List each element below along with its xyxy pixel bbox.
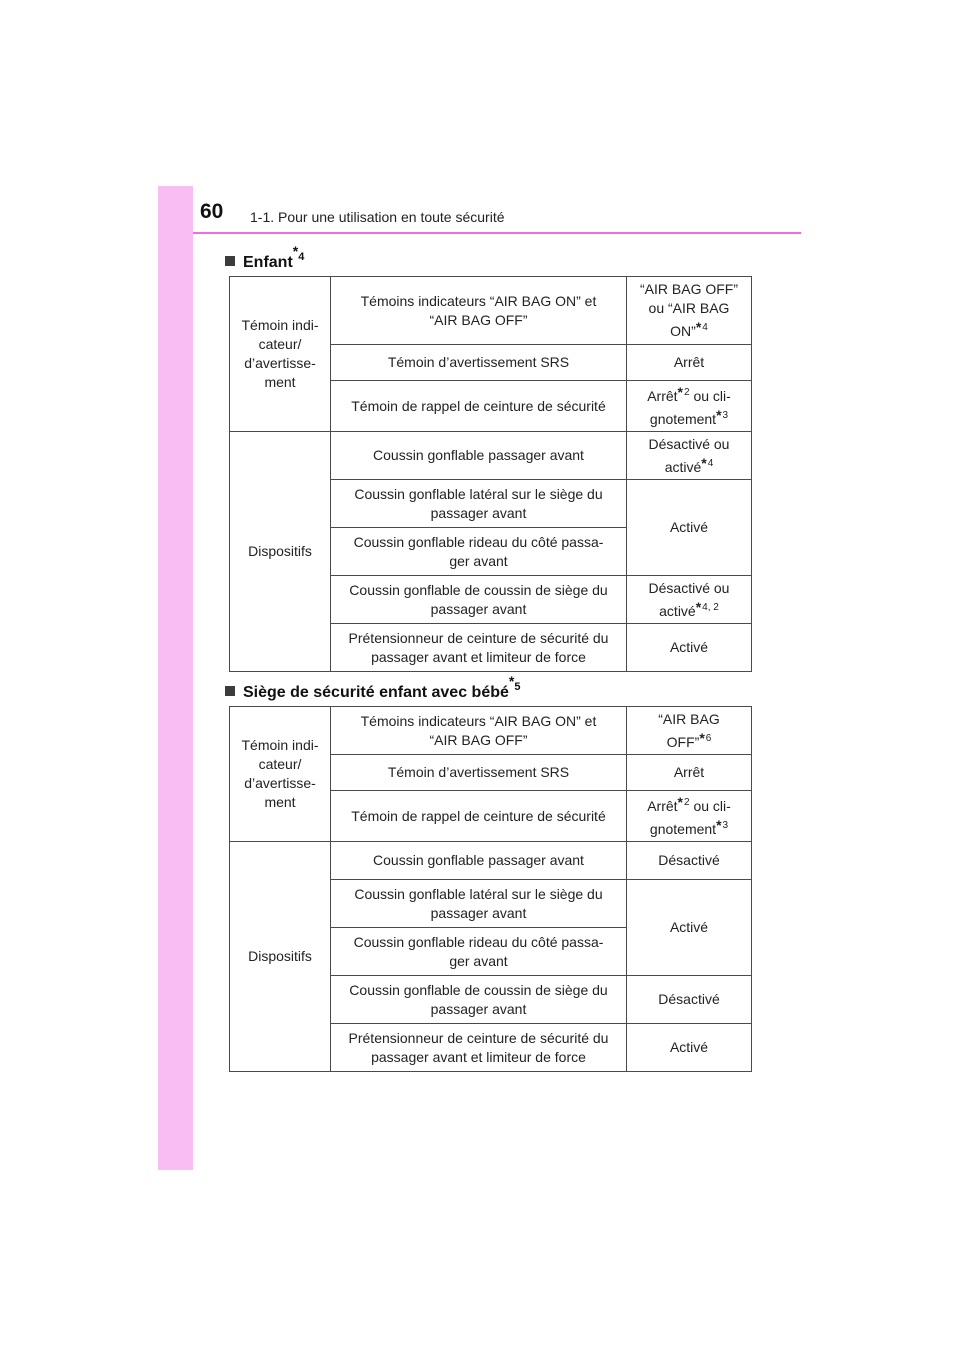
cell-text: Prétensionneur de ceinture de sécurité du passager avant et limiteur de force <box>348 629 609 665</box>
row-header-indicators <box>230 277 331 432</box>
table-cell-value <box>627 707 752 755</box>
square-bullet-icon <box>225 686 235 696</box>
table-cell-label <box>331 880 627 928</box>
table-cell-value <box>627 576 752 624</box>
table-cell-label <box>331 345 627 381</box>
cell-text: Dispositifs <box>248 948 312 964</box>
cell-text: Activé <box>669 639 709 655</box>
table-cell-label <box>331 1024 627 1072</box>
cell-text: Témoin indi- cateur/ d’avertisse- ment <box>241 737 319 810</box>
footnote-ref: 4 <box>707 457 714 469</box>
cell-text: Prétensionneur de ceinture de sécurité du passager avant et limiteur de force <box>348 1029 609 1065</box>
cell-text: Désactivé <box>658 991 720 1007</box>
table-cell-value <box>627 880 752 976</box>
table-cell-value <box>627 345 752 381</box>
table-cell-label <box>331 576 627 624</box>
cell-text: Arrêt <box>647 798 678 814</box>
table-cell-label <box>331 528 627 576</box>
table-cell-value <box>627 791 752 842</box>
table-cell-label <box>331 791 627 842</box>
cell-text: Activé <box>669 919 709 935</box>
table-cell-value <box>627 480 752 576</box>
footnote-ref: 4 <box>702 322 708 333</box>
cell-text: Arrêt <box>673 354 705 370</box>
cell-text: Activé <box>669 1039 709 1055</box>
asterisk-icon: * <box>695 598 702 615</box>
table-cell-value <box>627 1024 752 1072</box>
cell-text: “AIR BAG OFF” <box>658 710 720 750</box>
cell-text: Activé <box>669 519 709 535</box>
table-cell-value <box>627 755 752 791</box>
table-cell-label <box>331 707 627 755</box>
row-header-devices <box>230 842 331 1072</box>
cell-text: ou cli- gnotement <box>649 798 731 837</box>
section-title-text: Siège de sécurité enfant avec bébé <box>243 684 509 701</box>
cell-text: Désactivé ou activé <box>648 435 730 475</box>
table-cell-label <box>331 381 627 432</box>
cell-text: Coussin gonflable rideau du côté passa- ger avant <box>353 533 604 569</box>
header-rule <box>193 232 801 234</box>
footnote-ref: 3 <box>722 820 729 831</box>
cell-text: ou cli- gnotement <box>649 388 731 427</box>
table-cell-value <box>627 381 752 432</box>
table-cell-label <box>331 976 627 1024</box>
section-title-infant-seat <box>225 673 520 702</box>
cell-text: Désactivé ou activé <box>648 579 730 619</box>
row-header-devices <box>230 432 331 672</box>
table-cell-label <box>331 928 627 976</box>
cell-text: Coussin gonflable de coussin de siège du passager avant <box>349 581 608 617</box>
table-cell-value <box>627 842 752 880</box>
table-cell-value <box>627 432 752 480</box>
section-title-text: Enfant <box>243 254 293 271</box>
asterisk-icon: * <box>699 729 705 746</box>
cell-text: Témoin d’avertissement SRS <box>387 764 570 780</box>
cell-text: Témoins indicateurs “AIR BAG ON” et “AIR BAG OFF” <box>360 292 597 328</box>
asterisk-icon: * <box>677 384 683 400</box>
cell-text: Coussin gonflable rideau du côté passa- ger avant <box>353 933 604 969</box>
cell-text: Témoin d’avertissement SRS <box>387 354 570 370</box>
airbag-status-table-infant-seat <box>229 706 752 1072</box>
cell-text: Coussin gonflable latéral sur le siège du passager avant <box>354 885 603 921</box>
asterisk-icon: * <box>292 243 299 259</box>
section-title-child <box>225 243 304 272</box>
cell-text: Arrêt <box>647 388 678 404</box>
table-cell-label <box>331 480 627 528</box>
airbag-status-table-child <box>229 276 752 672</box>
footnote-ref: 4 <box>298 251 305 263</box>
asterisk-icon: * <box>701 454 707 471</box>
footnote-ref: 2 <box>684 387 690 398</box>
table-cell-label <box>331 277 627 345</box>
cell-text: Désactivé <box>658 852 720 868</box>
running-head: 1-1. Pour une utilisation en toute sécurité <box>250 209 505 225</box>
cell-text: Dispositifs <box>248 543 312 559</box>
table-cell-label <box>331 755 627 791</box>
table-cell-label <box>331 842 627 880</box>
cell-text: Témoin indi- cateur/ d’avertisse- ment <box>241 317 319 390</box>
cell-text: Coussin gonflable passager avant <box>373 852 584 868</box>
footnote-ref: 5 <box>514 681 521 693</box>
asterisk-icon: * <box>716 407 722 423</box>
asterisk-icon: * <box>508 673 515 689</box>
cell-text: Coussin gonflable passager avant <box>373 447 584 463</box>
footnote-ref: 6 <box>705 732 712 744</box>
cell-text: Coussin gonflable de coussin de siège du passager avant <box>349 981 608 1017</box>
table-cell-value <box>627 277 752 345</box>
cell-text: Témoin de rappel de ceinture de sécurité <box>351 397 606 414</box>
cell-text: Témoins indicateurs “AIR BAG ON” et “AIR BAG OFF” <box>360 712 597 748</box>
asterisk-icon: * <box>716 817 722 833</box>
footnote-ref: 2 <box>684 797 690 808</box>
cell-text: Arrêt <box>673 764 705 780</box>
table-cell-value <box>627 624 752 672</box>
page-number: 60 <box>200 200 224 223</box>
table-cell-label <box>331 432 627 480</box>
footnote-ref: 3 <box>722 410 729 421</box>
cell-text: Témoin de rappel de ceinture de sécurité <box>351 807 606 824</box>
table-cell-value <box>627 976 752 1024</box>
cell-text: “AIR BAG OFF” ou “AIR BAG ON” <box>640 281 738 339</box>
asterisk-icon: * <box>695 319 702 335</box>
table-cell-label <box>331 624 627 672</box>
asterisk-icon: * <box>677 794 683 810</box>
row-header-indicators <box>230 707 331 842</box>
cell-text: Coussin gonflable latéral sur le siège du passager avant <box>354 485 603 521</box>
square-bullet-icon <box>225 256 235 266</box>
footnote-ref: 4, 2 <box>702 601 719 613</box>
section-color-strip <box>158 186 193 1170</box>
